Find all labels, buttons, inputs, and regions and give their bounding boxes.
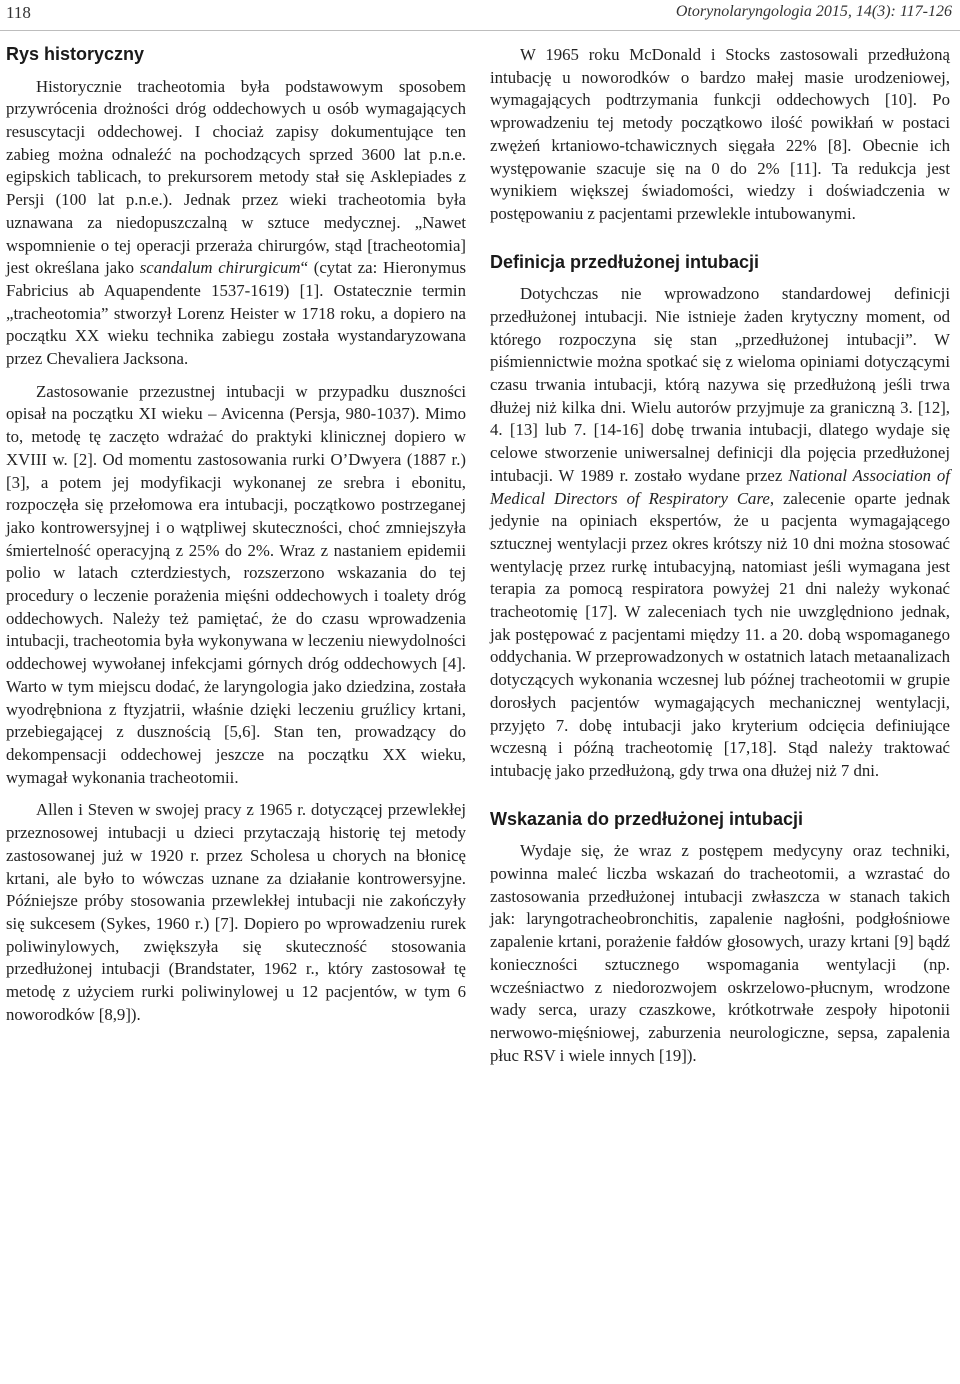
paragraph: Historycznie tracheotomia była podstawowym sposobem przywrócenia drożności dróg oddechowych u osób wymagających resuscytacji oddechowej. I chociaż zapisy dokumentujące ten zabieg można odnaleźć na pochodzących sprzed 3600 lat p.n.e. egipskich tablicach, to prekursorem metody stał się Asklepiades z Persji (100 lat p.n.e.). Jednak przez wieki tracheotomia była uznawana za niedopuszczalną w sztuce medycznej. „Nawet wspomnienie o tej operacji przeraża chirurgów, stąd [tracheotomia] jest określana jako scandalum chirurgicum“ (cytat za: Hieronymus Fabricius ab Aquapendente 1537-1619) [1]. Ostatecznie termin „tracheotomia” stworzył Lorenz Heister w 1718 roku, a dopiero na początku XX wieku technika zabiegu została wystandaryzowana przez Chevaliera Jacksona.	[6, 76, 466, 369]
left-column	[6, 44, 466, 1036]
page-header	[0, 0, 960, 31]
paragraph: Dotychczas nie wprowadzono standardowej definicji przedłużonej intubacji. Nie istnieje żaden krytyczny moment, od którego rozpoczyna się stan „przedłużonej intubacji”. W piśmiennictwie można spotkać się z wieloma opiniami dotyczącymi czasu trwania intubacji, którą nazywa się przedłużoną jeśli trwa dłużej niż kilka dni. Wielu autorów przyjmuje za graniczną 3. [12], 4. [13] lub 7. [14-16] dobę trwania intubacji, dlatego wydaje się celowe stworzenie uniwersalnej definicji dla pojęcia przedłużonej intubacji. W 1989 r. zostało wydane przez National Association of Medical Directors of Respiratory Care, zalecenie oparte jednak jedynie na opiniach ekspertów, że u pacjenta wymagającego sztucznej wentylacji przez okres krótszy niż 10 dni można stosować wentylację przez rurkę intubacyjną, natomiast jeśli wymagana jest terapia za pomocą respiratora powyżej 21 dni należy wykonać tracheotomię [17]. W zaleceniach tych nie uwzględniono jednak, jak postępować z pacjentami między 11. a 20. dobą wspomaganego oddychania. W przeprowadzonych w ostatnich latach metaanalizach dotyczących wykonania wczesnej lub późnej tracheotomii w grupie dorosłych pacjentów wymagających mechanicznej wentylacji, przyjęto 7. dobę intubacji jako kryterium odcięcia definiujące wczesną i późną tracheotomię [17,18]. Stąd należy traktować intubację jako przedłużoną, gdy trwa ona dłużej niż 7 dni.	[490, 284, 950, 780]
paragraph: W 1965 roku McDonald i Stocks zastosowali przedłużoną intubację u noworodków o bardzo małej masie urodzeniowej, wymagających podtrzymania funkcji oddechowych [10]. Po wprowadzeniu tej metody początkowo ilość powikłań w postaci zwężeń krtaniowo-tchawicznych sięgała 22% [8]. Obecnie ich występowanie szacuje się na 0 do 2% [11]. Ta redukcja jest wynikiem większej świadomości, wiedzy i doświadczenia w postępowaniu z pacjentami przewlekle intubowanymi.	[490, 45, 950, 223]
section-heading-indications: Wskazania do przedłużonej intubacji	[490, 808, 804, 829]
page-number: 118	[6, 3, 31, 22]
paragraph: Allen i Steven w swojej pracy z 1965 r. dotyczącej przewlekłej przeznosowej intubacji u dzieci przytaczają historię tej metody zastosowanej już w 1920 r. przez Scholesa u chorych na błonicę krtani, ale było to wówczas uznane za działanie kontrowersyjne. Późniejsze próby stosowania przewlekłej intubacji nie zakończyły się sukcesem (Sykes, 1960 r.) [7]. Dopiero po wprowadzeniu rurek poliwinylowych, zwiększyła się skuteczność stosowania przedłużonej intubacji (Brandstater, 1962 r., który zastosował tę metodę z użyciem rurki poliwinylowej u 12 pacjentów, w tym 6 noworodków [8,9]).	[6, 800, 466, 1024]
journal-citation: Otorynolaryngologia 2015, 14(3): 117-126	[675, 3, 952, 20]
section-heading-definition: Definicja przedłużonej intubacji	[490, 251, 760, 272]
paragraph: Wydaje się, że wraz z postępem medycyny oraz techniki, powinna maleć liczba wskazań do tracheotomii, a wzrastać do zastosowania przedłużonej intubacji zwłaszcza w stanach takich jak: laryngotracheobronchitis, zapalenie nagłośni, podgłośniowe zapalenie krtani, porażenie fałdów głosowych, urazy krtani [9] bądź konieczności sztucznego wspomagania wentylacji (np. wcześniactwo z niedorozwojem oskrzelowo-płucnym, wrodzone wady serca, urazy czaszkowe, krótkotrwałe zespoły hipotonii nerwowo-mięśniowej, zaburzenia neurologiczne, sepsa, zapalenia płuc RSV i wiele innych [19]).	[490, 841, 950, 1065]
paragraph: Zastosowanie przezustnej intubacji w przypadku duszności opisał na początku XI wieku – Avicenna (Persja, 980-1037). Mimo to, metodę tę zaczęto wdrażać do praktyki klinicznej dopiero w XVIII w. [2]. Od momentu zastosowania rurki O’Dwyera (1887 r.) [3], a potem jej modyfikacji wykonanej ze srebra i ebonitu, rozpoczęła się przełomowa era intubacji, początkowo postrzeganej jako kontrowersyjnej i o wątpliwej skuteczności, choć zmniejszyła śmiertelność operacyjną z 25% do 2%. Wraz z nastaniem epidemii polio w latach czterdziestych, rozszerzono wskazania do tej procedury o leczenie porażenia mięśni oddechowych i toalety dróg oddechowych. Należy też pamiętać, że do czasu wprowadzenia intubacji, tracheotomia była wykonywana w leczeniu niewydolności oddechowej wywołanej infekcjami górnych dróg oddechowych [4]. Warto w tym miejscu dodać, że laryngologia jako dziedzina, została wyodrębniona z ftyzjatrii, właśnie dzięki leczeniu gruźlicy krtani, przebiegającej z dusznością [5,6]. Stan ten, prowadzący do dekompensacji oddechowej jeszcze na początku XX wieku, wymagał wykonania tracheotomii.	[6, 381, 466, 787]
right-column	[490, 44, 950, 1077]
section-heading-history: Rys historyczny	[6, 44, 145, 64]
